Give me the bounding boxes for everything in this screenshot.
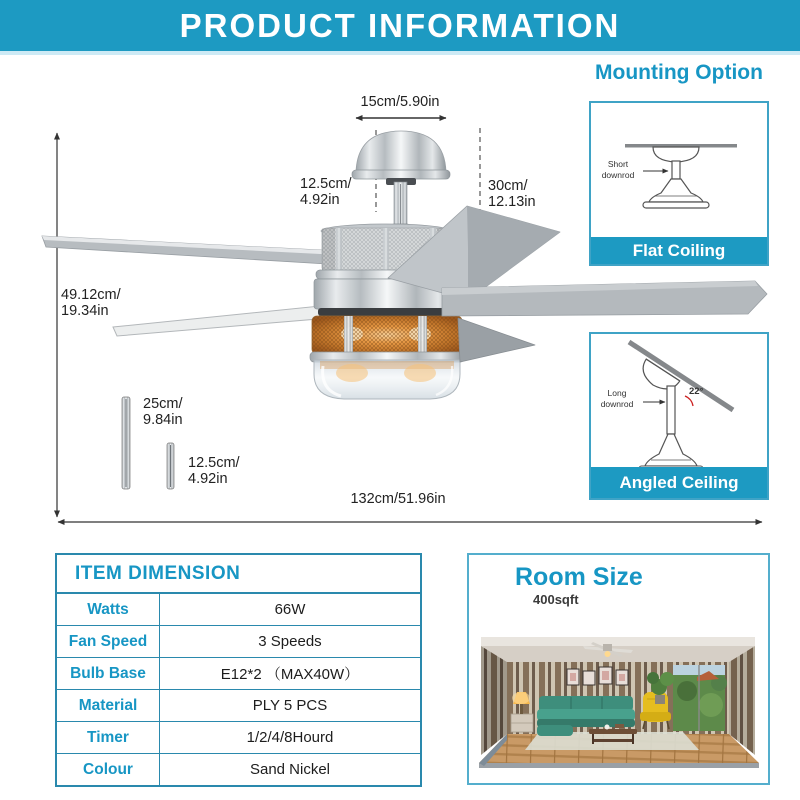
item-dimension-table [55, 553, 422, 787]
table-row [57, 721, 420, 753]
spec-label: Watts [57, 594, 160, 625]
table-row [57, 625, 420, 657]
spec-label: Fan Speed [57, 626, 160, 657]
short-downrod-note: Short downrod [601, 159, 635, 180]
table-row [57, 689, 420, 721]
dim-blade-sweep: 132cm/51.96in [350, 491, 446, 507]
dim-canopy-width: 15cm/5.90in [360, 94, 440, 110]
room-size-title: Room Size [515, 563, 643, 591]
dim-long-downrod: 25cm/ 9.84in [143, 396, 183, 429]
table-row [57, 594, 420, 625]
spec-value: PLY 5 PCS [252, 697, 328, 714]
angled-ceiling-caption: Angled Ceiling [591, 467, 767, 498]
table-row [57, 753, 420, 785]
long-downrod-note: Long downrod [600, 388, 634, 409]
dim-downrod-height: 12.5cm/ 4.92in [300, 176, 352, 209]
mount-option-flat-ceiling [589, 101, 769, 266]
page-title: PRODUCT INFORMATION [179, 6, 621, 44]
dim-fan-height: 30cm/ 12.13in [488, 178, 536, 211]
spec-value: 1/2/4/8Hourd [246, 729, 334, 746]
flat-ceiling-caption: Flat Coiling [591, 237, 767, 264]
table-title: ITEM DIMENSION [57, 555, 420, 594]
ceiling-angle-label: 22° [689, 386, 704, 397]
room-illustration [475, 613, 764, 771]
dim-overall-height: 49.12cm/ 19.34in [61, 287, 121, 320]
dim-short-downrod: 12.5cm/ 4.92in [188, 455, 240, 488]
spec-label: Colour [57, 754, 160, 785]
spec-value: 3 Speeds [258, 633, 322, 650]
spec-value: E12*2 （MAX40W） [220, 666, 360, 683]
room-size-panel [467, 553, 770, 785]
table-row [57, 657, 420, 689]
spec-value: Sand Nickel [249, 761, 331, 778]
spec-value: 66W [274, 601, 306, 618]
room-area-value: 400sqft [533, 592, 579, 607]
mounting-option-heading: Mounting Option [595, 61, 763, 84]
spec-label: Bulb Base [57, 658, 160, 689]
spec-label: Timer [57, 722, 160, 753]
mount-option-angled-ceiling [589, 332, 769, 500]
spec-label: Material [57, 690, 160, 721]
